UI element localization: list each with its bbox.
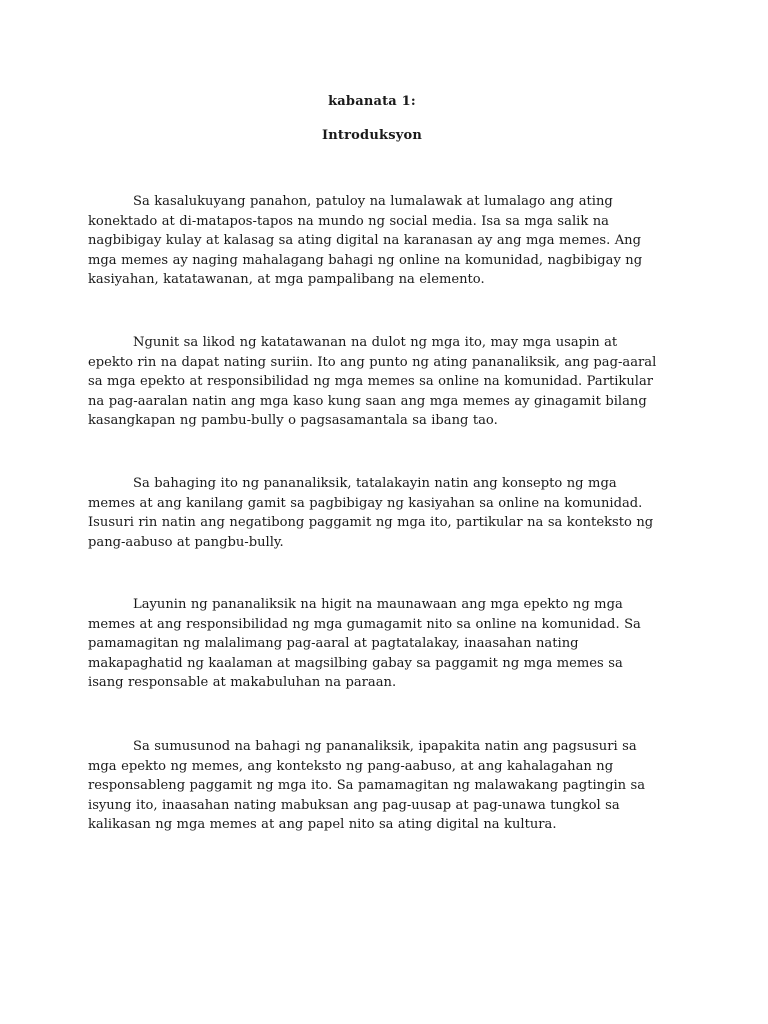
paragraph-3: Sa bahaging ito ng pananaliksik, tatalakayin natin ang konsepto ng mga memes at ang kanilang gamit sa pagbibigay ng kasiyahan sa online na komunidad. Isusuri rin natin ang negatibong paggamit ng mga ito, partikular na sa konteksto ng pang-aabuso at pangbu-bully. [88, 476, 654, 550]
paragraph-5: Sa sumusunod na bahagi ng pananaliksik, ipapakita natin ang pagsusuri sa mga epekto ng memes, ang konteksto ng pang-aabuso, at ang kahalagahan ng responsableng paggamit ng mga ito. Sa pamamagitan ng malawakang pagtingin sa isyung ito, inaasahan nating mabuksan ang pag-uusap at pag-unawa tungkol sa kalikasan ng mga memes at ang papel nito sa ating digital na kultura. [88, 739, 646, 833]
paragraph-1: Sa kasalukuyang panahon, patuloy na lumalawak at lumalago ang ating konektado at di-matapos-tapos na mundo ng social media. Isa sa mga salik na nagbibigay kulay at kalasag sa ating digital na karanasan ay ang mga memes. Ang mga memes ay naging mahalagang bahagi ng online na komunidad, nagbibigay ng kasiyahan, katatawanan, at mga pampalibang na elemento. [88, 194, 643, 288]
chapter-title: Introduksyon [321, 128, 422, 143]
paragraph-4: Layunin ng pananaliksik na higit na maunawaan ang mga epekto ng mga memes at ang responsibilidad ng mga gumagamit nito sa online na komunidad. Sa pamamagitan ng malalimang pag-aaral at pagtatalakay, inaasahan nating makapaghatid ng kaalaman at magsilbing gabay sa paggamit ng mga memes sa isang responsable at makabuluhan na paraan. [88, 597, 641, 691]
chapter-label: kabanata 1: [328, 94, 416, 109]
paragraph-2: Ngunit sa likod ng katatawanan na dulot ng mga ito, may mga usapin at epekto rin na dapat nating suriin. Ito ang punto ng ating pananaliksik, ang pag-aaral sa mga epekto at responsibilidad ng mga memes sa online na komunidad. Partikular na pag-aaralan natin ang mga kaso kung saan ang mga memes ay ginagamit bilang kasangkapan ng pambu-bully o pagsasamantala sa ibang tao. [88, 335, 657, 429]
